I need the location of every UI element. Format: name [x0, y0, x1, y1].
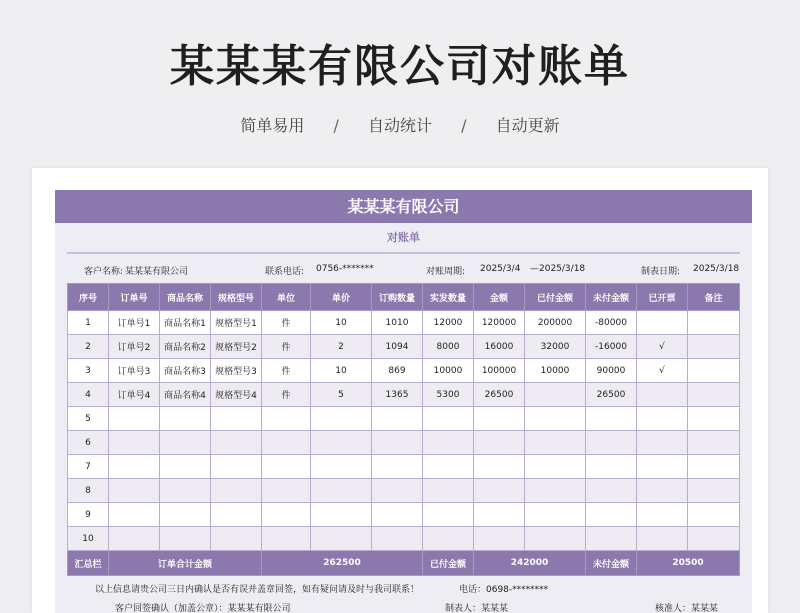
table-cell[interactable] — [474, 431, 525, 455]
table-cell[interactable] — [262, 407, 311, 431]
table-cell[interactable]: √ — [637, 359, 688, 383]
column-header: 订购数量 — [372, 284, 423, 311]
table-cell[interactable]: 1010 — [372, 311, 423, 335]
table-cell[interactable] — [372, 479, 423, 503]
table-cell[interactable]: 10 — [68, 527, 109, 551]
table-cell[interactable] — [311, 455, 372, 479]
table-cell[interactable]: 6 — [68, 431, 109, 455]
table-cell[interactable]: 订单号2 — [109, 335, 160, 359]
table-cell[interactable] — [688, 311, 740, 335]
table-cell[interactable] — [211, 455, 262, 479]
table-cell[interactable]: 90000 — [586, 359, 637, 383]
subtitle-item-2: 自动统计 — [367, 116, 432, 135]
summary-label: 汇总栏 — [68, 551, 109, 576]
statement-table — [67, 283, 740, 576]
table-cell[interactable]: 1 — [68, 311, 109, 335]
table-cell[interactable]: -80000 — [586, 311, 637, 335]
table-cell[interactable]: 10 — [311, 359, 372, 383]
column-header: 已付金额 — [525, 284, 586, 311]
table-cell[interactable]: 1365 — [372, 383, 423, 407]
table-cell[interactable] — [211, 527, 262, 551]
table-cell[interactable]: 8 — [68, 479, 109, 503]
table-cell[interactable] — [586, 527, 637, 551]
table-cell[interactable]: 100000 — [474, 359, 525, 383]
table-header-row — [68, 284, 740, 311]
table-cell[interactable]: 件 — [262, 359, 311, 383]
table-cell[interactable] — [109, 527, 160, 551]
table-cell[interactable] — [262, 431, 311, 455]
footer-maker: 制表人：某某某 — [445, 604, 509, 613]
table-cell[interactable]: 2 — [68, 335, 109, 359]
table-cell[interactable]: 9 — [68, 503, 109, 527]
table-cell[interactable] — [525, 527, 586, 551]
table-cell[interactable] — [586, 455, 637, 479]
table-cell[interactable] — [211, 407, 262, 431]
table-cell[interactable]: 5 — [68, 407, 109, 431]
table-cell[interactable] — [525, 455, 586, 479]
table-cell[interactable] — [525, 503, 586, 527]
table-row — [68, 527, 740, 551]
table-cell[interactable]: 120000 — [474, 311, 525, 335]
table-cell[interactable]: 订单号1 — [109, 311, 160, 335]
info-row — [55, 254, 752, 283]
table-cell[interactable] — [109, 503, 160, 527]
table-cell[interactable]: 商品名称1 — [160, 311, 211, 335]
table-cell[interactable] — [160, 503, 211, 527]
subtitle-separator: / — [461, 116, 467, 135]
table-cell[interactable] — [586, 407, 637, 431]
table-cell[interactable] — [311, 527, 372, 551]
column-header: 订单号 — [109, 284, 160, 311]
customer-value: 某某某有限公司 — [125, 267, 189, 277]
table-row — [68, 311, 740, 335]
summary-row — [68, 551, 740, 576]
unpaid-value: 20500 — [637, 551, 740, 576]
table-cell[interactable] — [160, 407, 211, 431]
footer-checker: 核准人：某某某 — [655, 604, 719, 613]
table-cell[interactable] — [262, 527, 311, 551]
column-header: 未付金额 — [586, 284, 637, 311]
table-cell[interactable] — [688, 479, 740, 503]
table-cell[interactable] — [372, 431, 423, 455]
table-cell[interactable] — [160, 431, 211, 455]
table-cell[interactable]: 订单号3 — [109, 359, 160, 383]
table-cell[interactable]: 12000 — [423, 311, 474, 335]
table-cell[interactable]: 26500 — [474, 383, 525, 407]
table-cell[interactable] — [109, 479, 160, 503]
table-cell[interactable]: 件 — [262, 383, 311, 407]
table-row — [68, 359, 740, 383]
table-cell[interactable] — [525, 479, 586, 503]
page-title: 某某某有限公司对账单 — [170, 41, 630, 92]
table-row — [68, 431, 740, 455]
table-cell[interactable] — [160, 455, 211, 479]
table-cell[interactable] — [311, 479, 372, 503]
table-cell[interactable] — [372, 407, 423, 431]
period-label: 对账周期: — [426, 267, 466, 277]
table-row — [68, 407, 740, 431]
paid-value: 242000 — [474, 551, 586, 576]
table-cell[interactable] — [688, 455, 740, 479]
table-cell[interactable]: 4 — [68, 383, 109, 407]
table-cell[interactable] — [311, 503, 372, 527]
table-cell[interactable] — [474, 455, 525, 479]
table-cell[interactable]: 10000 — [525, 359, 586, 383]
table-row — [68, 455, 740, 479]
document-type-heading: 对账单 — [67, 223, 740, 254]
table-cell[interactable]: 8000 — [423, 335, 474, 359]
table-cell[interactable] — [372, 455, 423, 479]
table-cell[interactable] — [688, 407, 740, 431]
company-banner: 某某某有限公司 — [55, 190, 752, 223]
table-cell[interactable] — [474, 503, 525, 527]
subtitle-separator: / — [333, 116, 339, 135]
phone-value: 0756-******* — [316, 264, 374, 274]
table-cell[interactable] — [525, 431, 586, 455]
table-cell[interactable]: 商品名称3 — [160, 359, 211, 383]
table-cell[interactable] — [211, 503, 262, 527]
table-cell[interactable] — [637, 407, 688, 431]
unpaid-label: 未付金额 — [586, 551, 637, 576]
table-cell[interactable] — [586, 503, 637, 527]
table-cell[interactable] — [423, 503, 474, 527]
table-cell[interactable] — [474, 407, 525, 431]
table-cell[interactable]: 规格型号1 — [211, 311, 262, 335]
table-cell[interactable] — [586, 479, 637, 503]
period-end: —2025/3/18 — [530, 264, 586, 274]
table-cell[interactable]: 2 — [311, 335, 372, 359]
table-cell[interactable] — [637, 311, 688, 335]
table-cell[interactable] — [372, 503, 423, 527]
table-cell[interactable] — [423, 431, 474, 455]
table-cell[interactable] — [525, 407, 586, 431]
table-cell[interactable]: 32000 — [525, 335, 586, 359]
table-cell[interactable]: 规格型号4 — [211, 383, 262, 407]
table-cell[interactable]: 869 — [372, 359, 423, 383]
table-cell[interactable] — [109, 407, 160, 431]
table-cell[interactable]: -16000 — [586, 335, 637, 359]
subtitle — [0, 113, 800, 136]
table-cell[interactable]: 件 — [262, 335, 311, 359]
table-cell[interactable]: √ — [637, 335, 688, 359]
table-cell[interactable] — [262, 503, 311, 527]
column-header: 序号 — [68, 284, 109, 311]
column-header: 商品名称 — [160, 284, 211, 311]
table-cell[interactable]: 5 — [311, 383, 372, 407]
table-cell[interactable]: 件 — [262, 311, 311, 335]
table-cell[interactable] — [688, 335, 740, 359]
table-cell[interactable] — [474, 527, 525, 551]
table-cell[interactable] — [311, 431, 372, 455]
table-row — [68, 479, 740, 503]
order-total-label: 订单合计金额 — [109, 551, 262, 576]
table-row — [68, 383, 740, 407]
table-cell[interactable]: 10000 — [423, 359, 474, 383]
table-cell[interactable]: 7 — [68, 455, 109, 479]
table-cell[interactable] — [423, 527, 474, 551]
table-cell[interactable] — [262, 479, 311, 503]
table-cell[interactable] — [474, 479, 525, 503]
column-header: 备注 — [688, 284, 740, 311]
table-row — [68, 335, 740, 359]
table-cell[interactable] — [688, 383, 740, 407]
subtitle-item-1: 简单易用 — [240, 116, 305, 135]
table-cell[interactable] — [423, 407, 474, 431]
table-cell[interactable] — [637, 527, 688, 551]
table-cell[interactable] — [637, 503, 688, 527]
period-start: 2025/3/4 — [480, 264, 521, 274]
table-cell[interactable]: 10 — [311, 311, 372, 335]
statement-body — [55, 190, 752, 613]
column-header: 规格型号 — [211, 284, 262, 311]
footer-notice: 以上信息请贵公司三日内确认是否有误并盖章回签，如有疑问请及时与我司联系！ — [95, 585, 420, 595]
table-cell[interactable] — [637, 479, 688, 503]
statement-sheet — [32, 168, 768, 613]
table-cell[interactable]: 规格型号2 — [211, 335, 262, 359]
table-cell[interactable]: 商品名称2 — [160, 335, 211, 359]
table-cell[interactable] — [688, 359, 740, 383]
table-cell[interactable] — [211, 479, 262, 503]
table-cell[interactable] — [109, 455, 160, 479]
table-cell[interactable]: 200000 — [525, 311, 586, 335]
table-cell[interactable] — [311, 407, 372, 431]
phone-label: 联系电话: — [265, 267, 305, 277]
column-header: 单价 — [311, 284, 372, 311]
column-header: 实发数量 — [423, 284, 474, 311]
table-cell[interactable]: 订单号4 — [109, 383, 160, 407]
table-cell[interactable] — [688, 503, 740, 527]
customer-label: 客户名称: — [84, 267, 124, 277]
made-date-value: 2025/3/18 — [693, 264, 740, 274]
table-cell[interactable] — [525, 383, 586, 407]
table-cell[interactable] — [262, 455, 311, 479]
table-cell[interactable] — [637, 455, 688, 479]
table-cell[interactable] — [423, 455, 474, 479]
footer-notes — [55, 576, 752, 613]
table-cell[interactable] — [637, 383, 688, 407]
paid-label: 已付金额 — [423, 551, 474, 576]
subtitle-item-3: 自动更新 — [495, 116, 560, 135]
column-header: 已开票 — [637, 284, 688, 311]
footer-confirm: 客户回签确认（加盖公章）：某某某有限公司 — [115, 604, 291, 613]
column-header: 单位 — [262, 284, 311, 311]
made-date-label: 制表日期: — [641, 267, 681, 277]
table-cell[interactable] — [160, 479, 211, 503]
table-cell[interactable]: 商品名称4 — [160, 383, 211, 407]
table-cell[interactable] — [109, 431, 160, 455]
table-cell[interactable]: 26500 — [586, 383, 637, 407]
table-cell[interactable] — [211, 431, 262, 455]
column-header: 金额 — [474, 284, 525, 311]
table-cell[interactable]: 5300 — [423, 383, 474, 407]
table-cell[interactable] — [688, 527, 740, 551]
table-cell[interactable]: 规格型号3 — [211, 359, 262, 383]
table-cell[interactable]: 3 — [68, 359, 109, 383]
table-cell[interactable]: 16000 — [474, 335, 525, 359]
order-total-value: 262500 — [262, 551, 423, 576]
table-cell[interactable] — [688, 431, 740, 455]
table-cell[interactable] — [160, 527, 211, 551]
footer-phone: 电话：0698-******** — [459, 585, 549, 595]
table-cell[interactable] — [586, 431, 637, 455]
table-cell[interactable] — [637, 431, 688, 455]
table-cell[interactable]: 1094 — [372, 335, 423, 359]
table-cell[interactable] — [423, 479, 474, 503]
table-row — [68, 503, 740, 527]
table-cell[interactable] — [372, 527, 423, 551]
